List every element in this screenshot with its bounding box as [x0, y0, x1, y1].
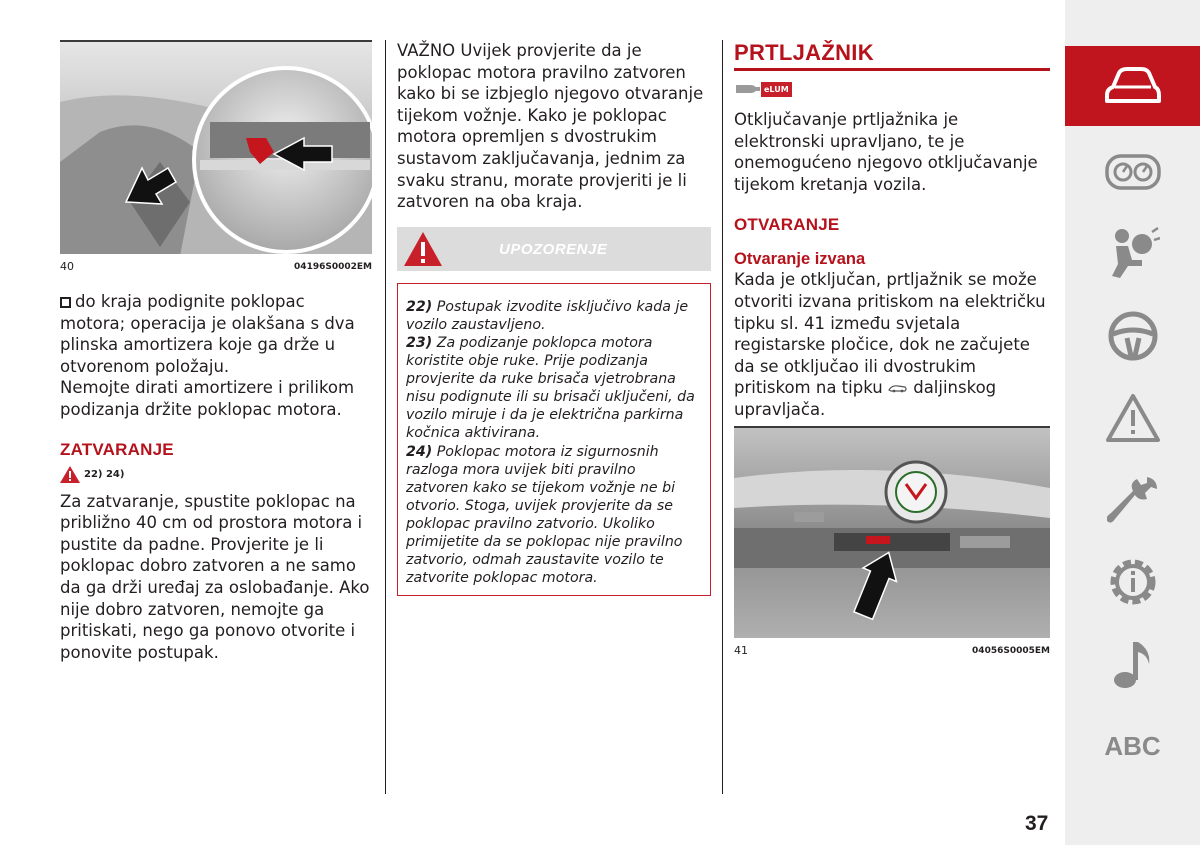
engine-hood-figure: [60, 40, 372, 254]
warning-item-23: [406, 334, 702, 443]
wrench-icon: [1107, 473, 1159, 529]
column-divider: [385, 40, 386, 794]
warning-box: [397, 283, 711, 597]
airbag-icon: [1106, 226, 1160, 278]
paragraph-dampers: Nemojte dirati amortizere i prilikom podizanja držite poklopac motora.: [60, 378, 355, 419]
warning-number: 23): [406, 334, 433, 351]
title-rule: [734, 68, 1050, 71]
trunk-button-figure: [734, 426, 1050, 638]
section-title: PRTLJAŽNIK: [734, 40, 874, 65]
figure-caption: [734, 644, 1050, 657]
opening-subheading: Otvaranje izvana: [734, 250, 866, 269]
paragraph-raise: do kraja podignite poklopac motora; operacija je olakšana s dva plinska amortizera koje ga drže u otvorenom položaju.: [60, 292, 355, 376]
paragraph-closing: Za zatvaranje, spustite poklopac na približno 40 cm od prostora motora i pustite da padne. Provjerite je li poklopac dobro zatvoren a ne samo da ga drži uređaj za oslobađanje. Ako nije dobro zatvoren, nemojte ga pritiskati, nego ga ponovo otvorite i ponovite postupak.: [60, 491, 370, 662]
version-badge: eLUM: [761, 82, 792, 97]
warning-number: 24): [406, 443, 433, 460]
trunk-release-illustration: [734, 428, 1050, 638]
dashboard-icon: [1105, 154, 1161, 190]
intro-text: Otključavanje prtljažnika je elektronski upravljano, te je onemogućeno njegovo otključavanje tijekom kretanja vozila.: [734, 110, 1038, 194]
closing-heading: ZATVARANJE: [60, 439, 174, 459]
figure-number: 41: [734, 643, 748, 657]
car-key-icon: [888, 383, 908, 393]
opening-heading: OTVARANJE: [734, 215, 840, 235]
steering-wheel-icon: [1107, 310, 1159, 362]
version-badge-row: [734, 81, 1050, 97]
checkbox-bullet-icon: [60, 297, 71, 308]
opening-text-part1: Kada je otključan, prtljažnik se može otvoriti izvana pritiskom na električku tipku sl. 41 između svjetala registarske pločice, dok ne začujete da se otključao ili dvostrukim pritiskom na tipku: [734, 270, 1046, 398]
warning-triangle-icon: [60, 466, 80, 483]
page-number: 37: [1025, 812, 1049, 835]
warning-text: Poklopac motora iz sigurnosnih razloga mora uvijek biti pravilno zatvoren kako se tijekom vožnje ne bi otvorio. Stoga, uvijek provjerite da se poklopac pravilno zatvorio. Ukoliko primijetite da se poklopac nije pravilno zatvorio, odmah zaustavite vozilo te zatvorite poklopac motora.: [406, 443, 683, 587]
middle-column: [397, 40, 711, 596]
hood-raise-text: [60, 291, 372, 377]
figure-number: 40: [60, 260, 74, 273]
important-note: VAŽNO Uvijek provjerite da je poklopac motora pravilno zatvoren kako bi se izbjeglo njegovo otvaranje tijekom vožnje. Kako je poklopac motora opremljen s dvostrukim sustavom zaključavanja, jednim za svaku stranu, morate provjeriti je li zatvoren na oba kraja.: [397, 41, 704, 212]
abc-index-label: ABC: [1104, 730, 1161, 761]
warning-refs: 22) 24): [84, 468, 125, 480]
warning-label: UPOZORENJE: [499, 240, 608, 258]
warning-reference: [60, 466, 372, 483]
right-column: [734, 40, 1050, 657]
left-column: [60, 40, 372, 663]
sidebar-item-emergency[interactable]: [1065, 390, 1200, 446]
sidebar-item-driving[interactable]: [1065, 308, 1200, 364]
warning-triangle-icon: [1106, 393, 1160, 443]
sidebar-item-dashboard[interactable]: [1065, 150, 1200, 194]
warning-number: 22): [406, 298, 433, 315]
figure-code: 04196S0002EM: [294, 262, 372, 272]
hood-latch-illustration: [60, 42, 372, 254]
opening-text: [734, 269, 1050, 420]
music-note-icon: [1111, 638, 1155, 690]
sidebar-item-technical[interactable]: [1065, 552, 1200, 612]
sidebar-item-car[interactable]: [1065, 58, 1200, 114]
key-icon: [734, 81, 760, 97]
warning-text: Postupak izvodite isključivo kada je vozilo zaustavljeno.: [406, 298, 689, 333]
sidebar-item-maintenance[interactable]: [1065, 472, 1200, 530]
car-icon: [1105, 65, 1161, 107]
warning-text: Za podizanje poklopca motora koristite obje ruke. Prije podizanja provjerite da ruke brisača vjetrobrana nisu podignute ili su brisači uključeni, da vozilo miruje i da je električna parkirna kočnica aktivirana.: [406, 334, 695, 442]
opening-text-part2: daljinskog upravljača.: [734, 378, 997, 419]
sidebar-item-index[interactable]: [1065, 728, 1200, 764]
chapter-sidebar: [1065, 0, 1200, 845]
gear-info-icon: [1105, 554, 1161, 610]
warning-header: [397, 227, 711, 271]
sidebar-item-multimedia[interactable]: [1065, 636, 1200, 692]
column-divider: [722, 40, 723, 794]
sidebar-item-safety[interactable]: [1065, 224, 1200, 280]
warning-triangle-icon: [403, 231, 443, 267]
warning-item-24: [406, 443, 702, 588]
figure-caption: [60, 260, 372, 273]
warning-item-22: [406, 298, 702, 334]
figure-code: 04056S0005EM: [972, 645, 1050, 656]
